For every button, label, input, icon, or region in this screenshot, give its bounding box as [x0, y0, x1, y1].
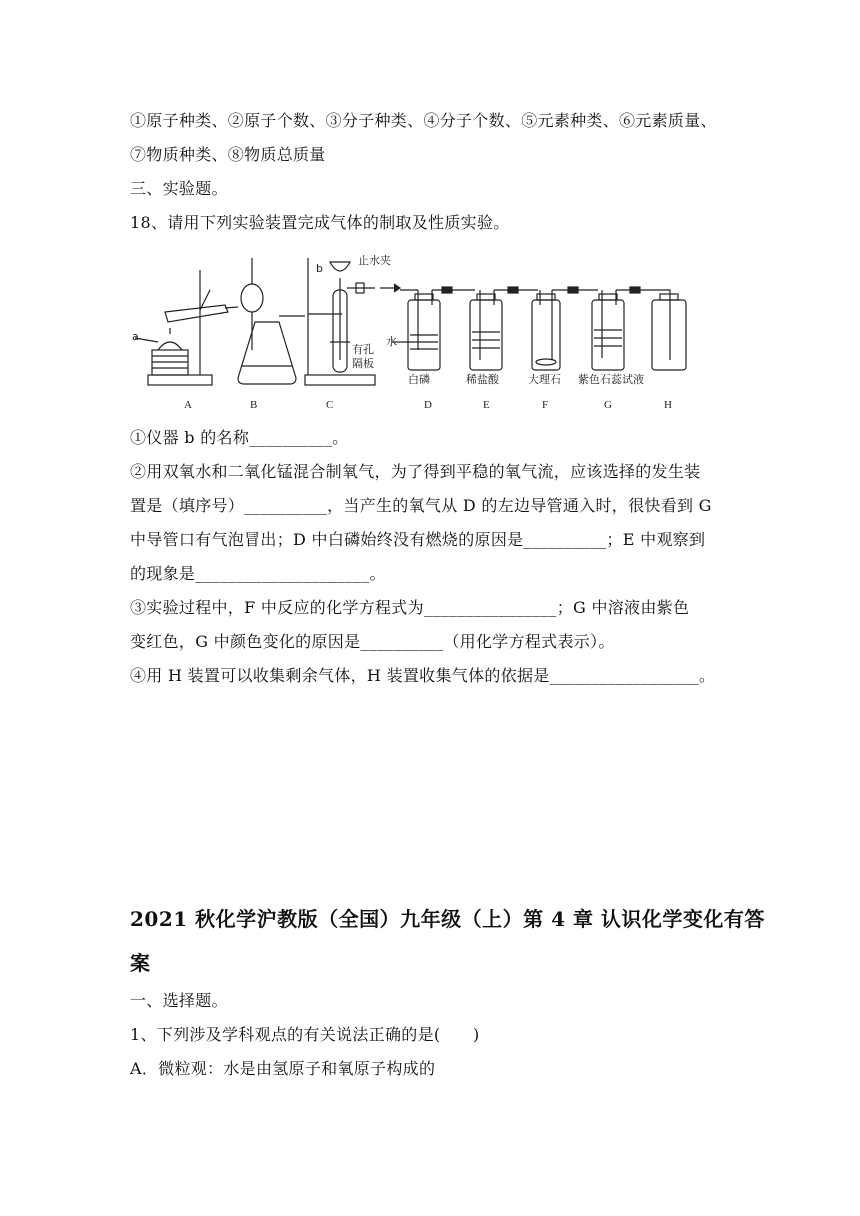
- test-tube-a: [165, 305, 228, 322]
- separatory-funnel: [241, 284, 263, 312]
- text-line-9: 的现象是_____________________。: [130, 564, 386, 583]
- text-line-10: ③实验过程中，F 中反应的化学方程式为________________；G 中溶液由紫色: [130, 598, 690, 617]
- apparatus-figure: [130, 250, 710, 420]
- caption-b: B: [250, 399, 258, 411]
- label-plate-1: 有孔: [352, 343, 374, 356]
- caption-e: E: [483, 399, 490, 411]
- text-line-7: 置是（填序号）__________，当产生的氧气从 D 的左边导管通入时，很快看到 G: [130, 496, 712, 515]
- bottle-h: [652, 294, 686, 370]
- label-plate-2: 隔板: [352, 357, 374, 370]
- alcohol-lamp: [158, 342, 182, 350]
- bottle-e: [470, 290, 502, 370]
- label-clamp: 止水夹: [358, 254, 391, 267]
- document-title-line-1: 2021 秋化学沪教版（全国）九年级（上）第 4 章 认识化学变化有答: [130, 907, 765, 931]
- caption-f: F: [542, 399, 549, 411]
- label-water: 水: [386, 335, 397, 348]
- text-line-11: 变红色，G 中颜色变化的原因是__________（用化学方程式表示）。: [130, 632, 615, 651]
- label-b: b: [316, 262, 323, 275]
- conical-flask: [238, 322, 296, 384]
- caption-a: A: [184, 399, 192, 411]
- label-a: a: [132, 330, 139, 343]
- caption-h: H: [664, 399, 672, 411]
- text-line-1: ①原子种类、②原子个数、③分子种类、④分子个数、⑤元素种类、⑥元素质量、: [130, 111, 717, 130]
- option-a: A．微粒观：水是由氢原子和氧原子构成的: [130, 1059, 436, 1078]
- document-title-line-2: 案: [130, 951, 151, 975]
- text-line-6: ②用双氧水和二氧化锰混合制氧气，为了得到平稳的氧气流，应该选择的发生装: [130, 462, 701, 481]
- section-heading-choice: 一、选择题。: [130, 991, 228, 1010]
- text-line-12: ④用 H 装置可以收集剩余气体，H 装置收集气体的依据是__________________。: [130, 666, 716, 685]
- long-neck-funnel: [330, 262, 350, 271]
- question-18: 18、请用下列实验装置完成气体的制取及性质实验。: [130, 213, 510, 232]
- caption-c: C: [326, 399, 334, 411]
- caption-d: D: [424, 399, 432, 411]
- text-line-5: ①仪器 b 的名称__________。: [130, 428, 349, 447]
- stand-base-c: [305, 375, 375, 385]
- stand-base-a: [148, 375, 212, 385]
- question-1: 1、下列涉及学科观点的有关说法正确的是( ): [130, 1025, 480, 1044]
- label-white-phosphorus: 白磷: [408, 373, 430, 386]
- bottle-d: [392, 290, 440, 370]
- section-heading-experiment: 三、实验题。: [130, 179, 228, 198]
- label-marble: 大理石: [528, 373, 561, 386]
- caption-g: G: [604, 399, 612, 411]
- text-line-8: 中导管口有气泡冒出；D 中白磷始终没有燃烧的原因是__________；E 中观察到: [130, 530, 706, 549]
- bottle-g: [592, 290, 624, 370]
- label-dilute-hcl: 稀盐酸: [466, 373, 499, 386]
- bottle-f: [532, 290, 560, 370]
- text-line-2: ⑦物质种类、⑧物质总质量: [130, 145, 326, 164]
- apparatus-diagram: [130, 250, 710, 420]
- label-litmus: 紫色石蕊试液: [578, 373, 644, 386]
